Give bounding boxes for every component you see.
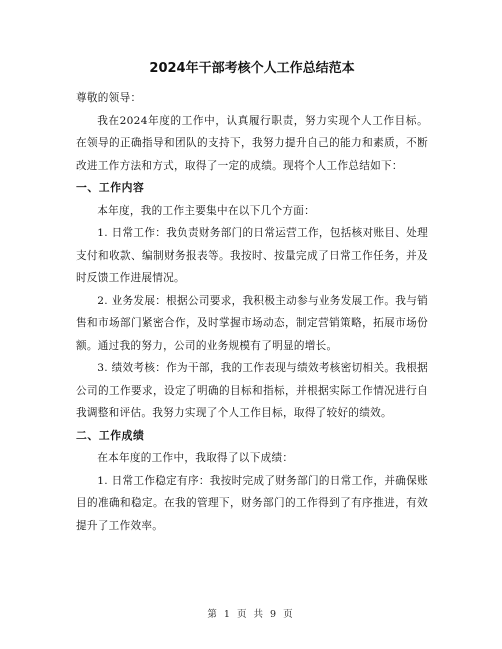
work-item-performance: 3. 绩效考核：作为干部，我的工作表现与绩效考核密切相关。我根据公司的工作要求，设定了明确的目标和指标，并根据实际工作情况进行自我调整和评估。我努力实现了个人工作目标，取得了较好的绩效。 xyxy=(76,362,428,419)
section-heading-achievements: 二、工作成绩 xyxy=(76,428,145,442)
document-page xyxy=(76,60,428,537)
work-content-intro: 本年度，我的工作主要集中在以下几个方面： xyxy=(97,204,316,217)
section-heading-work-content: 一、工作内容 xyxy=(76,181,145,194)
achievements-intro: 在本年度的工作中，我取得了以下成绩： xyxy=(97,452,294,464)
achievement-item-daily: 1. 日常工作稳定有序：我按时完成了财务部门的日常工作，并确保账目的准确和稳定。在我的管理下，财务部门的工作得到了有序推进，有效提升了工作效率。 xyxy=(76,474,428,532)
salutation: 尊敬的领导： xyxy=(76,92,142,104)
intro-paragraph: 我在2024年度的工作中，认真履行职责，努力实现个人工作目标。在领导的正确指导和团队的支持下，我努力提升自己的能力和素质，不断改进工作方法和方式，取得了一定的成绩。现将个人工作总结如下： xyxy=(76,114,428,172)
page-number: 第 1 页 共 9 页 xyxy=(207,609,295,620)
work-item-business: 2. 业务发展：根据公司要求，我积极主动参与业务发展工作。我与销售和市场部门紧密合作，及时掌握市场动态，制定营销策略，拓展市场份额。通过我的努力，公司的业务规模有了明显的增长。 xyxy=(76,294,428,352)
work-item-daily: 1. 日常工作：我负责财务部门的日常运营工作，包括核对账目、处理支付和收款、编制财务报表等。我按时、按量完成了日常工作任务，并及时反馈工作进展情况。 xyxy=(76,227,428,284)
document-title: 2024年干部考核个人工作总结范本 xyxy=(149,61,355,76)
